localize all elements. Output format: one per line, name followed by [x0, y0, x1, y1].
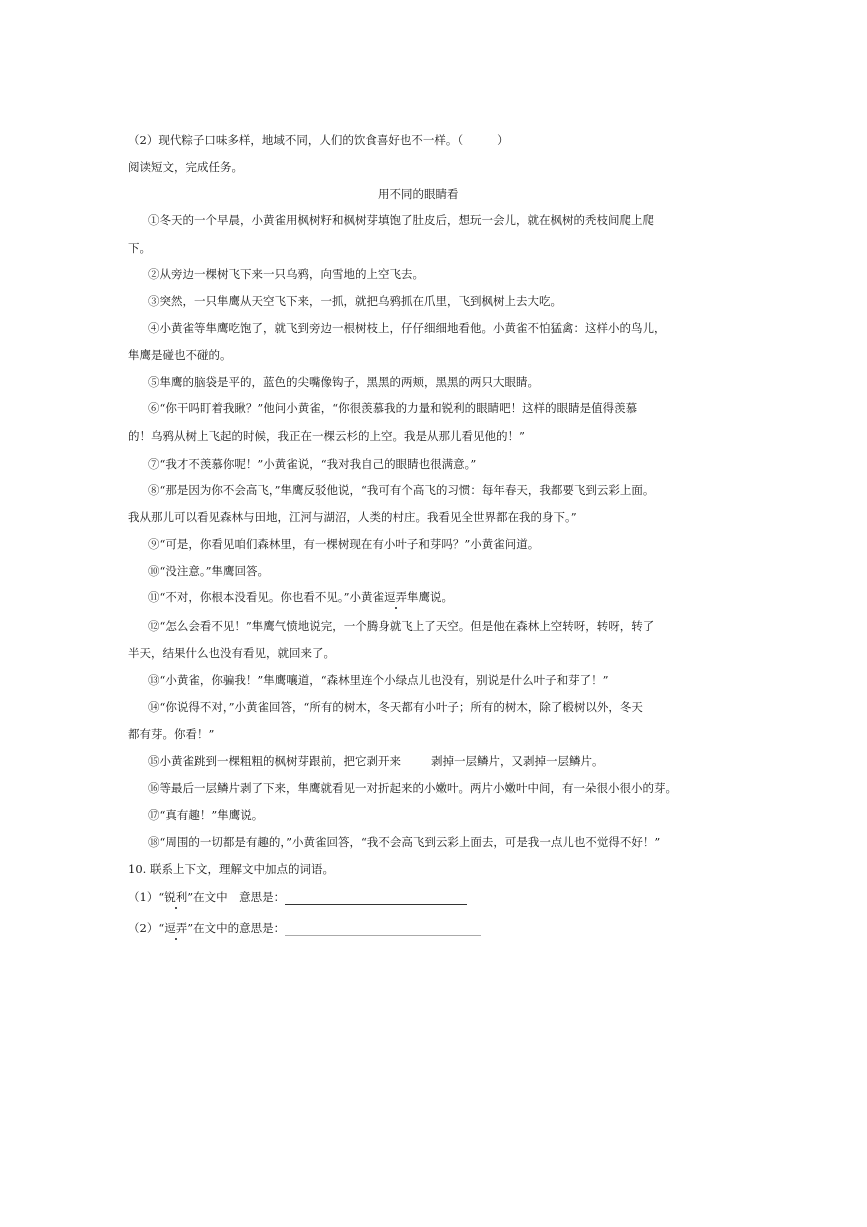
paragraph-2: ②从旁边一棵树飞下来一只乌鸦，向雪地的上空飞去。	[148, 267, 424, 281]
paragraph-18: ⑱“周围的一切都是有趣的，”小黄雀回答，“我不会高飞到云彩上面去，可是我一点儿也不觉得不好！”	[148, 835, 661, 849]
intro-question-text: （2）现代粽子口味多样，地域不同，人们的饮食喜好也不一样。（	[128, 133, 464, 147]
paragraph-14-line-2: 都有芽。你看！”	[128, 727, 215, 741]
question-10-sub-1	[128, 889, 467, 905]
paragraph-15-start: ⑮小黄雀跳到一棵粗粗的枫树芽跟前，把它剥开来	[148, 754, 401, 768]
paragraph-8-line-2: 我从那儿可以看见森林与田地，江河与湖沼，人类的村庄。我看见全世界都在我的身下。”	[128, 510, 577, 524]
paragraph-11	[148, 589, 453, 605]
paragraph-15	[148, 753, 604, 769]
paragraph-14-line-1: ⑭“你说得不对，”小黄雀回答，“所有的树木，冬天都有小叶子；所有的树木，除了椴树以外，冬天	[148, 700, 643, 714]
paragraph-6-line-2: 的！乌鸦从树上飞起的时候，我正在一棵云杉的上空。我是从那儿看见他的！”	[128, 429, 525, 443]
passage-title: 用不同的眼睛看	[378, 187, 459, 201]
question-10-stem: 10. 联系上下文，理解文中加点的词语。	[128, 862, 334, 876]
answer-blank-1[interactable]	[285, 892, 467, 905]
paragraph-4-line-1: ④小黄雀等隼鹰吃饱了，就飞到旁边一根树枝上，仔仔细细地看他。小黄雀不怕猛禽：这样小的鸟儿，	[148, 321, 666, 335]
paragraph-3: ③突然，一只隼鹰从天空飞下来，一抓，就把乌鸦抓在爪里，飞到枫树上去大吃。	[148, 294, 562, 308]
paragraph-9: ⑨“可是，你看见咱们森林里，有一棵树现在有小叶子和芽吗？”小黄雀问道。	[148, 537, 540, 551]
paragraph-5: ⑤隼鹰的脑袋是平的，蓝色的尖嘴像钩子，黑黑的两颊，黑黑的两只大眼睛。	[148, 375, 539, 389]
sub-2-suffix: ”在文中的意思是：	[187, 921, 286, 935]
paragraph-7: ⑦“我才不羡慕你呢！”小黄雀说，“我对我自己的眼睛也很满意。”	[148, 457, 477, 471]
question-10-sub-2	[128, 920, 481, 936]
paragraph-10: ⑩“没注意。”隼鹰回答。	[148, 564, 270, 578]
sub-2-prefix: （2）“	[128, 921, 165, 935]
sub-2-word: 逗弄	[164, 921, 188, 935]
paragraph-8-line-1: ⑧“那是因为你不会高飞，”隼鹰反驳他说，“我可有个高飞的习惯：每年春天，我都要飞到云彩上面。	[148, 483, 655, 497]
paragraph-11-end: 隼鹰说。	[407, 590, 454, 604]
sub-1-suffix: ”在文中 意思是：	[187, 890, 286, 904]
paragraph-12-line-2: 半天，结果什么也没有看见，就回来了。	[128, 646, 335, 660]
paragraph-15-end: 剥掉一层鳞片，又剥掉一层鳞片。	[431, 754, 604, 768]
paragraph-4-line-2: 隼鹰是碰也不碰的。	[128, 348, 232, 362]
paragraph-17: ⑰“真有趣！”隼鹰说。	[148, 808, 264, 822]
paragraph-16: ⑯等最后一层鳞片剥了下来，隼鹰就看见一对折起来的小嫩叶。两片小嫩叶中间，有一朵很小很小的芽。	[148, 781, 677, 795]
answer-blank-2[interactable]	[285, 923, 481, 936]
paragraph-1-line-2: 下。	[128, 241, 151, 255]
paragraph-11-start: ⑪“不对，你根本没看见。你也看不见。”小黄雀	[148, 590, 385, 604]
paragraph-6-line-1	[148, 400, 637, 416]
reading-instruction: 阅读短文，完成任务。	[128, 160, 243, 174]
sub-1-prefix: （1）“	[128, 890, 165, 904]
paragraph-13: ⑬“小黄雀，你骗我！”隼鹰嚷道，“森林里连个小绿点儿也没有，别说是什么叶子和芽了！”	[148, 673, 609, 687]
intro-question	[128, 132, 509, 148]
dotted-word-sharp: 锐利	[441, 401, 465, 415]
paragraph-12-line-1: ⑫“怎么会看不见！”隼鹰气愤地说完，一个腾身就飞上了天空。但是他在森林上空转呀，转呀，转了	[148, 619, 655, 633]
dotted-word-tease: 逗弄	[384, 590, 408, 604]
paragraph-6-line-1-end: 的眼睛吧！这样的眼睛是值得羡慕	[464, 401, 638, 415]
sub-1-word: 锐利	[164, 890, 188, 904]
paragraph-6-line-1-start: ⑥“你干吗盯着我瞅？”他问小黄雀，“你很羡慕我的力量和	[148, 401, 442, 415]
paragraph-1-line-1: ①冬天的一个早晨，小黄雀用枫树籽和枫树芽填饱了肚皮后，想玩一会儿，就在枫树的秃枝间爬上爬	[148, 213, 654, 227]
intro-question-close: ）	[497, 133, 509, 147]
